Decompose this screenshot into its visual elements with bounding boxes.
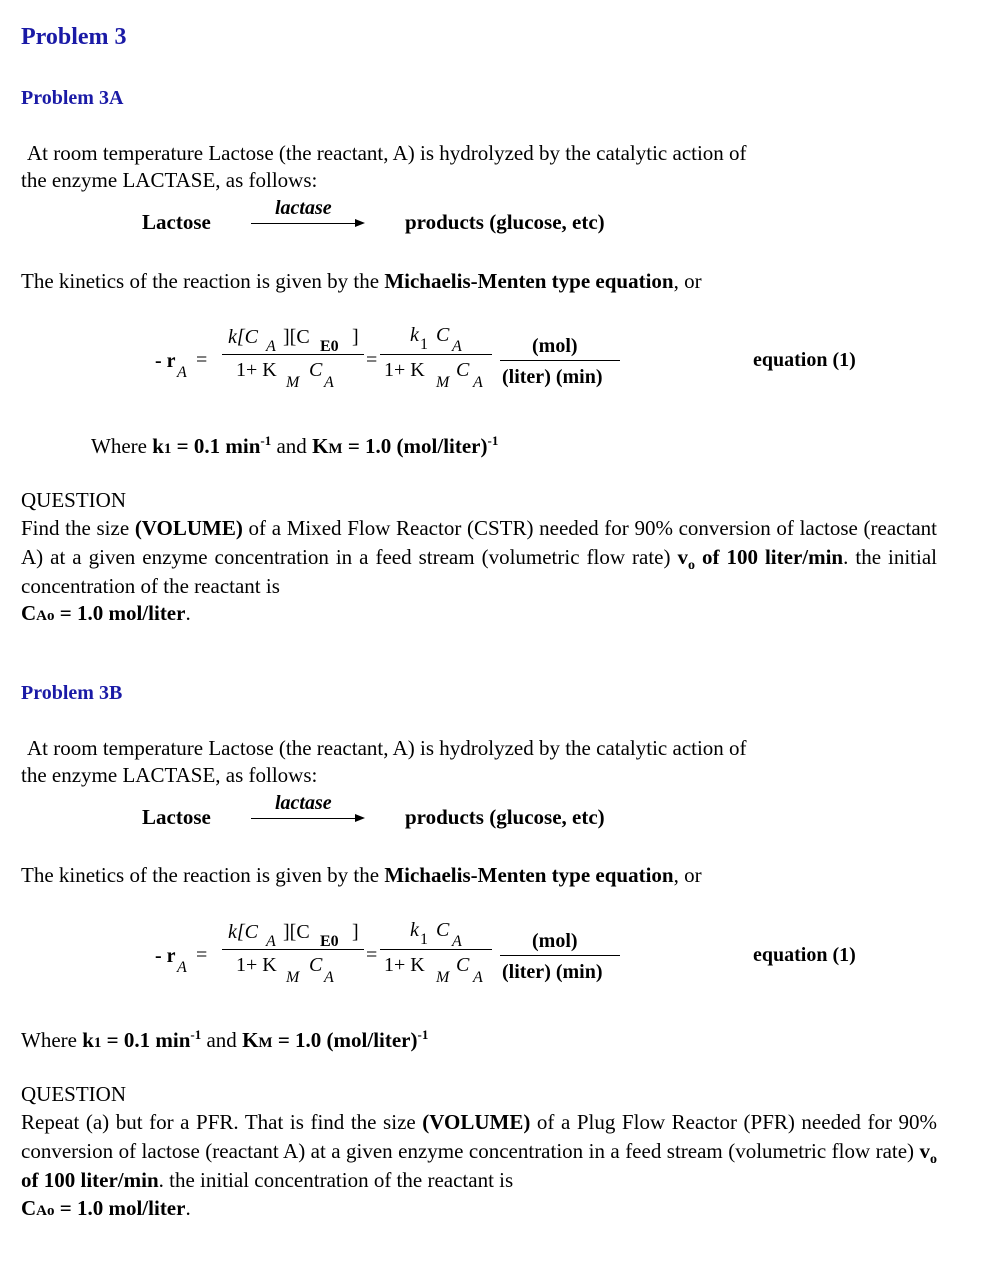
eq-den2-c: C xyxy=(456,954,470,976)
eq-num2-sub-a: A xyxy=(452,933,462,950)
question-run: o xyxy=(930,1152,937,1168)
question-run: of a Mixed Flow Reactor (CSTR) needed for 90% conversion of lactose (reactant A) at a given enzyme concentration in a feed stream (volumetric flow rate) xyxy=(21,516,937,569)
eq-num2-sub-1: 1 xyxy=(420,931,428,948)
problem-3b-heading: Problem 3B xyxy=(21,682,123,704)
reaction-catalyst: lactase xyxy=(275,197,332,219)
question-run: v xyxy=(919,1139,930,1163)
eq-num-sub-a: A xyxy=(266,933,276,950)
and-text: and xyxy=(271,434,313,458)
question-run: v xyxy=(677,545,688,569)
km-subscript: M xyxy=(258,1035,273,1051)
ca0-subscript: Ao xyxy=(36,1203,55,1219)
eq-den2-1plusK: 1+ K xyxy=(384,954,425,976)
eq-num2-c: C xyxy=(436,324,450,346)
intro-line-2: the enzyme LACTASE, as follows: xyxy=(21,168,318,192)
k1-symbol: k xyxy=(152,434,164,458)
kinetics-prefix: The kinetics of the reaction is given by the xyxy=(21,863,385,887)
reaction-arrow xyxy=(251,223,356,224)
eq-num-k-open: k[C xyxy=(228,921,258,943)
problem-3a-heading: Problem 3A xyxy=(21,87,124,109)
eq-den-c: C xyxy=(309,359,323,381)
k1-exponent: -1 xyxy=(260,433,272,448)
question-run: . the initial concentration of the reactant is xyxy=(21,545,937,598)
eq-den-sub-m: M xyxy=(286,374,300,391)
km-value: = 1.0 (mol/liter) xyxy=(272,1028,418,1052)
reaction-reactant: Lactose xyxy=(142,805,211,829)
eq-units-num: (mol) xyxy=(532,930,578,952)
k1-value: = 0.1 min xyxy=(101,1028,191,1052)
eq-r-sub: A xyxy=(177,364,187,381)
question-run: of 100 liter/min xyxy=(694,545,844,569)
eq-num-sub-e0: E0 xyxy=(320,933,339,950)
kinetics-equation-name: Michaelis-Menten type equation xyxy=(384,863,674,887)
eq-units-den: (liter) (min) xyxy=(502,366,603,388)
k1-subscript: 1 xyxy=(93,1035,102,1051)
eq-num-mid: ][C xyxy=(283,921,310,943)
eq-equals-1: = xyxy=(196,349,208,371)
ca0-subscript: Ao xyxy=(36,608,55,624)
km-subscript: M xyxy=(328,441,343,457)
question-run: (VOLUME) xyxy=(134,516,243,540)
ca0-end: . xyxy=(185,1196,191,1220)
reaction-arrow-head xyxy=(355,219,365,227)
km-exponent: -1 xyxy=(417,1027,429,1042)
eq-den2-sub-a: A xyxy=(473,969,483,986)
eq-num-sub-a: A xyxy=(266,338,276,355)
question-run: of 100 liter/min xyxy=(21,1168,159,1192)
ca0-symbol: C xyxy=(21,1196,37,1220)
kinetics-sentence xyxy=(21,268,702,295)
eq-den-sub-a: A xyxy=(324,374,334,391)
question-run: of a Plug Flow Reactor (PFR) needed for 90% conversion of lactose (reactant A) at a given enzyme concentration in a feed stream (volumetric flow rate) xyxy=(21,1110,937,1163)
reaction-catalyst: lactase xyxy=(275,792,332,814)
eq-num2-sub-a: A xyxy=(452,338,462,355)
reaction-reactant: Lactose xyxy=(142,210,211,234)
ca0-line xyxy=(21,600,191,630)
eq-units-line xyxy=(500,360,620,361)
km-value: = 1.0 (mol/liter) xyxy=(342,434,488,458)
eq-num-close: ] xyxy=(352,921,359,943)
eq-num2-sub-1: 1 xyxy=(420,336,428,353)
eq-r-sub: A xyxy=(177,959,187,976)
eq-frac-line-1 xyxy=(222,949,364,950)
k1-exponent: -1 xyxy=(190,1027,202,1042)
question-run: o xyxy=(687,558,695,574)
km-exponent: -1 xyxy=(487,433,499,448)
ca0-line xyxy=(21,1195,191,1225)
km-symbol: K xyxy=(242,1028,259,1052)
k1-subscript: 1 xyxy=(163,441,172,457)
k1-value: = 0.1 min xyxy=(171,434,261,458)
question-run: Repeat (a) but for a PFR. That is find the size xyxy=(21,1110,423,1134)
ca0-value: = 1.0 mol/liter xyxy=(54,1196,186,1220)
eq-den-sub-m: M xyxy=(286,969,300,986)
page-title: Problem 3 xyxy=(21,24,127,50)
eq-num-mid: ][C xyxy=(283,326,310,348)
eq-units-num: (mol) xyxy=(532,335,578,357)
eq-num2-c: C xyxy=(436,919,450,941)
kinetics-suffix: , or xyxy=(673,269,702,293)
equation-label: equation (1) xyxy=(753,349,856,371)
eq-equals-2: = xyxy=(366,349,378,371)
eq-den2-sub-m: M xyxy=(436,969,450,986)
eq-num-k-open: k[C xyxy=(228,326,258,348)
reaction-arrow xyxy=(251,818,356,819)
eq-den2-sub-m: M xyxy=(436,374,450,391)
intro-line-1: At room temperature Lactose (the reactant, A) is hydrolyzed by the catalytic action of xyxy=(27,141,747,165)
eq-frac-line-2 xyxy=(380,354,492,355)
eq-den2-1plusK: 1+ K xyxy=(384,359,425,381)
question-text xyxy=(21,514,937,601)
eq-units-den: (liter) (min) xyxy=(502,961,603,983)
constants-line xyxy=(91,433,498,463)
eq-num-sub-e0: E0 xyxy=(320,338,339,355)
intro-line-2: the enzyme LACTASE, as follows: xyxy=(21,763,318,787)
eq-num2-k: k xyxy=(410,919,419,941)
kinetics-suffix: , or xyxy=(673,863,702,887)
k1-symbol: k xyxy=(82,1028,94,1052)
kinetics-equation-name: Michaelis-Menten type equation xyxy=(384,269,674,293)
question-heading: QUESTION xyxy=(21,488,126,512)
eq-minus-r: - r xyxy=(155,945,176,967)
constants-line xyxy=(21,1027,428,1057)
eq-num-close: ] xyxy=(352,326,359,348)
ca0-symbol: C xyxy=(21,601,37,625)
intro-line-1: At room temperature Lactose (the reactant, A) is hydrolyzed by the catalytic action of xyxy=(27,736,747,760)
kinetics-prefix: The kinetics of the reaction is given by the xyxy=(21,269,385,293)
eq-den-sub-a: A xyxy=(324,969,334,986)
eq-den-c: C xyxy=(309,954,323,976)
eq-minus-r: - r xyxy=(155,350,176,372)
eq-units-line xyxy=(500,955,620,956)
reaction-arrow-head xyxy=(355,814,365,822)
reaction-products: products (glucose, etc) xyxy=(405,210,605,234)
kinetics-sentence xyxy=(21,862,702,889)
reaction-products: products (glucose, etc) xyxy=(405,805,605,829)
eq-equals-1: = xyxy=(196,944,208,966)
eq-den-1plusK: 1+ K xyxy=(236,359,277,381)
and-text: and xyxy=(201,1028,243,1052)
where-text: Where xyxy=(21,1028,83,1052)
eq-den2-c: C xyxy=(456,359,470,381)
ca0-value: = 1.0 mol/liter xyxy=(54,601,186,625)
ca0-end: . xyxy=(185,601,191,625)
question-run: (VOLUME) xyxy=(422,1110,531,1134)
eq-frac-line-2 xyxy=(380,949,492,950)
eq-num2-k: k xyxy=(410,324,419,346)
equation-label: equation (1) xyxy=(753,944,856,966)
question-run: Find the size xyxy=(21,516,135,540)
km-symbol: K xyxy=(312,434,329,458)
question-run: . the initial concentration of the reactant is xyxy=(158,1168,514,1192)
question-heading: QUESTION xyxy=(21,1082,126,1106)
question-text xyxy=(21,1108,937,1195)
eq-den2-sub-a: A xyxy=(473,374,483,391)
where-text: Where xyxy=(91,434,153,458)
eq-equals-2: = xyxy=(366,944,378,966)
eq-den-1plusK: 1+ K xyxy=(236,954,277,976)
eq-frac-line-1 xyxy=(222,354,364,355)
